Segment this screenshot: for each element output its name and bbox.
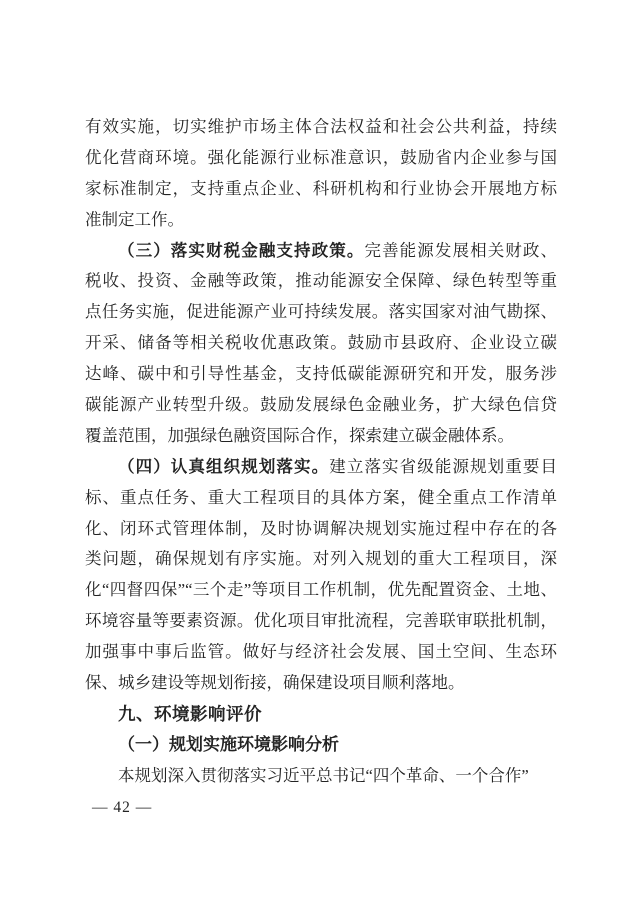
- text-line: [85, 699, 557, 730]
- text-line: [85, 205, 557, 236]
- text-segment: 标、重点任务、重大工程项目的具体方案，健全重点工作清单: [85, 487, 557, 507]
- text-line: [85, 606, 557, 637]
- bold-text-segment: （一）规划实施环境影响分析: [118, 734, 339, 754]
- text-line: [85, 730, 557, 761]
- text-segment: 税收、投资、金融等政策，推动能源安全保障、绿色转型等重: [85, 271, 557, 291]
- text-line: [85, 421, 557, 452]
- text-segment: 保、城乡建设等规划衔接，确保建设项目顺利落地。: [85, 673, 465, 693]
- text-line: [85, 112, 557, 143]
- text-line: [85, 266, 557, 297]
- bold-text-segment: 九、环境影响评价: [118, 703, 262, 724]
- text-line: [85, 143, 557, 174]
- text-segment: 开采、储备等相关税收优惠政策。鼓励市县政府、企业设立碳: [85, 333, 557, 353]
- text-line: [85, 297, 557, 328]
- text-segment: 覆盖范围，加强绿色融资国际合作，探索建立碳金融体系。: [85, 425, 514, 445]
- text-line: [85, 328, 557, 359]
- text-segment: 加强事中事后监管。做好与经济社会发展、国土空间、生态环: [85, 642, 557, 662]
- text-line: [85, 637, 557, 668]
- text-segment: 准制定工作。: [85, 209, 184, 229]
- text-line: [85, 575, 557, 606]
- text-segment: 优化营商环境。强化能源行业标准意识，鼓励省内企业参与国: [85, 147, 557, 167]
- bold-text-segment: （三）落实财税金融支持政策。: [118, 240, 365, 260]
- text-line: [85, 668, 557, 699]
- text-line: [85, 452, 557, 483]
- text-segment: 建立落实省级能源规划重要目: [329, 456, 557, 476]
- text-segment: 本规划深入贯彻落实习近平总书记“四个革命、一个合作”: [118, 765, 529, 785]
- text-segment: 化、闭环式管理体制，及时协调解决规划实施过程中存在的各: [85, 518, 557, 538]
- text-segment: 点任务实施，促进能源产业可持续发展。落实国家对油气勘探、: [85, 302, 557, 322]
- text-segment: 有效实施，切实维护市场主体合法权益和社会公共利益，持续: [85, 117, 557, 136]
- text-line: [85, 544, 557, 575]
- text-line: [85, 514, 557, 545]
- text-segment: 完善能源发展相关财政、: [364, 240, 557, 260]
- bold-text-segment: （四）认真组织规划落实。: [118, 456, 330, 476]
- text-line: [85, 359, 557, 390]
- text-segment: 碳能源产业转型升级。鼓励发展绿色金融业务，扩大绿色信贷: [85, 395, 557, 415]
- text-line: [85, 390, 557, 421]
- text-segment: 家标准制定，支持重点企业、科研机构和行业协会开展地方标: [85, 178, 557, 198]
- text-segment: 类问题，确保规划有序实施。对列入规划的重大工程项目，深: [85, 549, 557, 569]
- text-segment: 化“四督四保”“三个走”等项目工作机制，优先配置资金、土地、: [85, 580, 557, 600]
- text-segment: 环境容量等要素资源。优化项目审批流程，完善联审联批机制，: [85, 611, 557, 631]
- page-number: — 42 —: [92, 799, 153, 816]
- text-line: [85, 761, 557, 792]
- text-line: [85, 174, 557, 205]
- text-block: [85, 112, 557, 792]
- text-segment: 达峰、碳中和引导性基金，支持低碳能源研究和开发，服务涉: [85, 364, 557, 384]
- text-line: [85, 483, 557, 514]
- text-line: [85, 236, 557, 267]
